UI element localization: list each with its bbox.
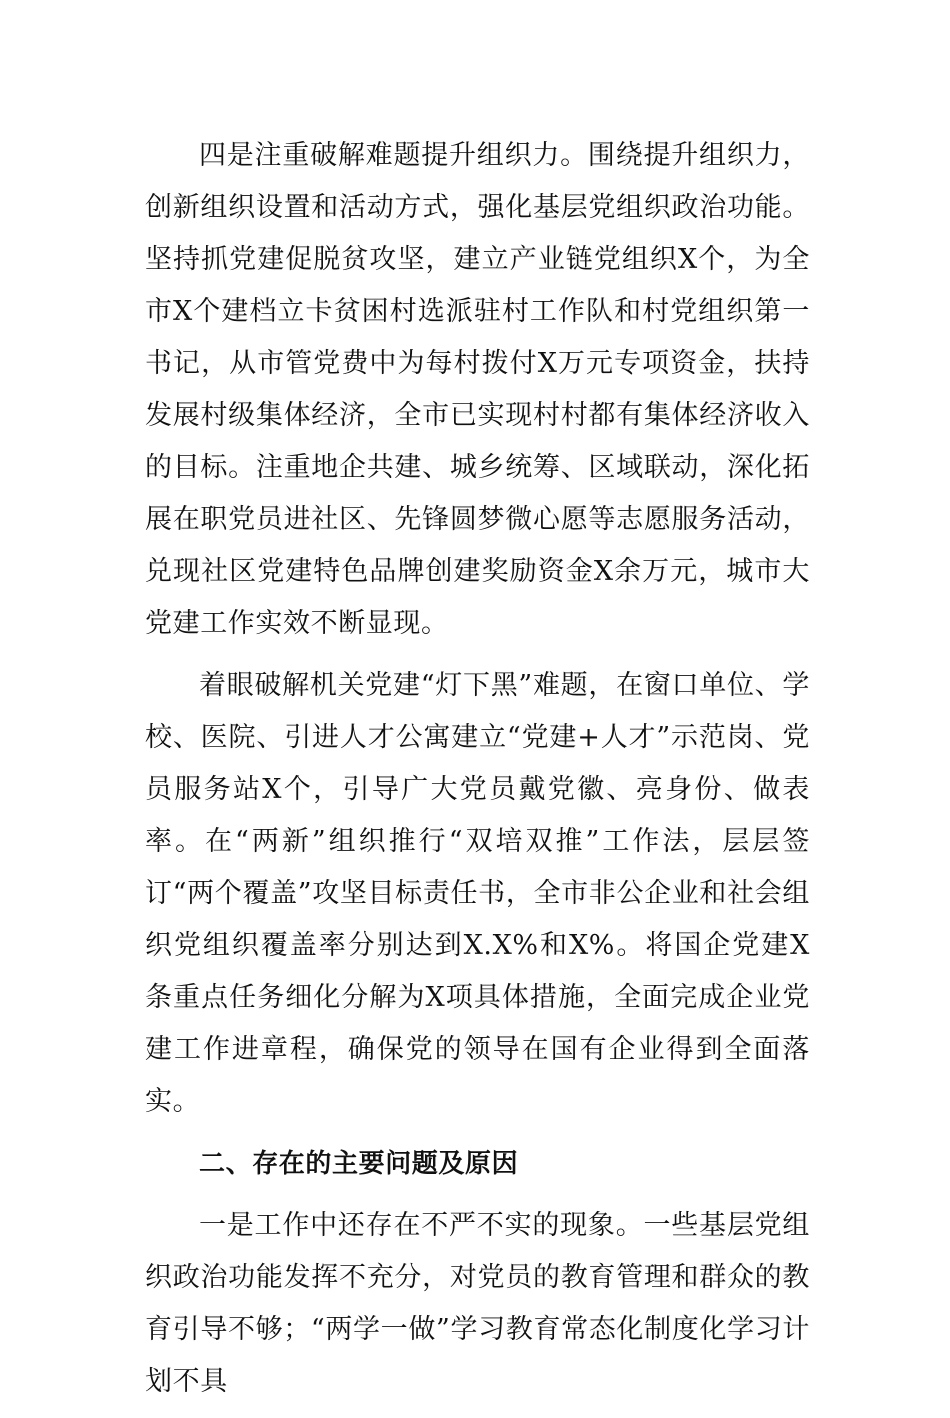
- paragraph-organization-capacity: 四是注重破解难题提升组织力。围绕提升组织力，创新组织设置和活动方式，强化基层党组织政治功能。坚持抓党建促脱贫攻坚，建立产业链党组织X个，为全市X个建档立卡贫困村选派驻村工作队和村党组织第一书记，从市管党费中为每村拨付X万元专项资金，扶持发展村级集体经济，全市已实现村村都有集体经济收入的目标。注重地企共建、城乡统筹、区域联动，深化拓展在职党员进社区、先锋圆梦微心愿等志愿服务活动，兑现社区党建特色品牌创建奖励资金X余万元，城市大党建工作实效不断显现。: [145, 140, 810, 639]
- section-heading: 二、存在的主要问题及原因: [199, 1149, 519, 1179]
- paragraph-agency-party-building: 着眼破解机关党建“灯下黑”难题，在窗口单位、学校、医院、引进人才公寓建立“党建+人才”示范岗、党员服务站X个，引导广大党员戴党徽、亮身份、做表率。在“两新”组织推行“双培双推”工作法，层层签订“两个覆盖”攻坚目标责任书，全市非公企业和社会组织党组织覆盖率分别达到X.X%和X%。将国企党建X条重点任务细化分解为X项具体措施，全面完成企业党建工作进章程，确保党的领导在国有企业得到全面落实。: [145, 670, 810, 1117]
- paragraph-problems: 一是工作中还存在不严不实的现象。一些基层党组织政治功能发挥不充分，对党员的教育管理和群众的教育引导不够；“两学一做”学习教育常态化制度化学习计划不具: [145, 1210, 810, 1397]
- document-body: [145, 130, 810, 1418]
